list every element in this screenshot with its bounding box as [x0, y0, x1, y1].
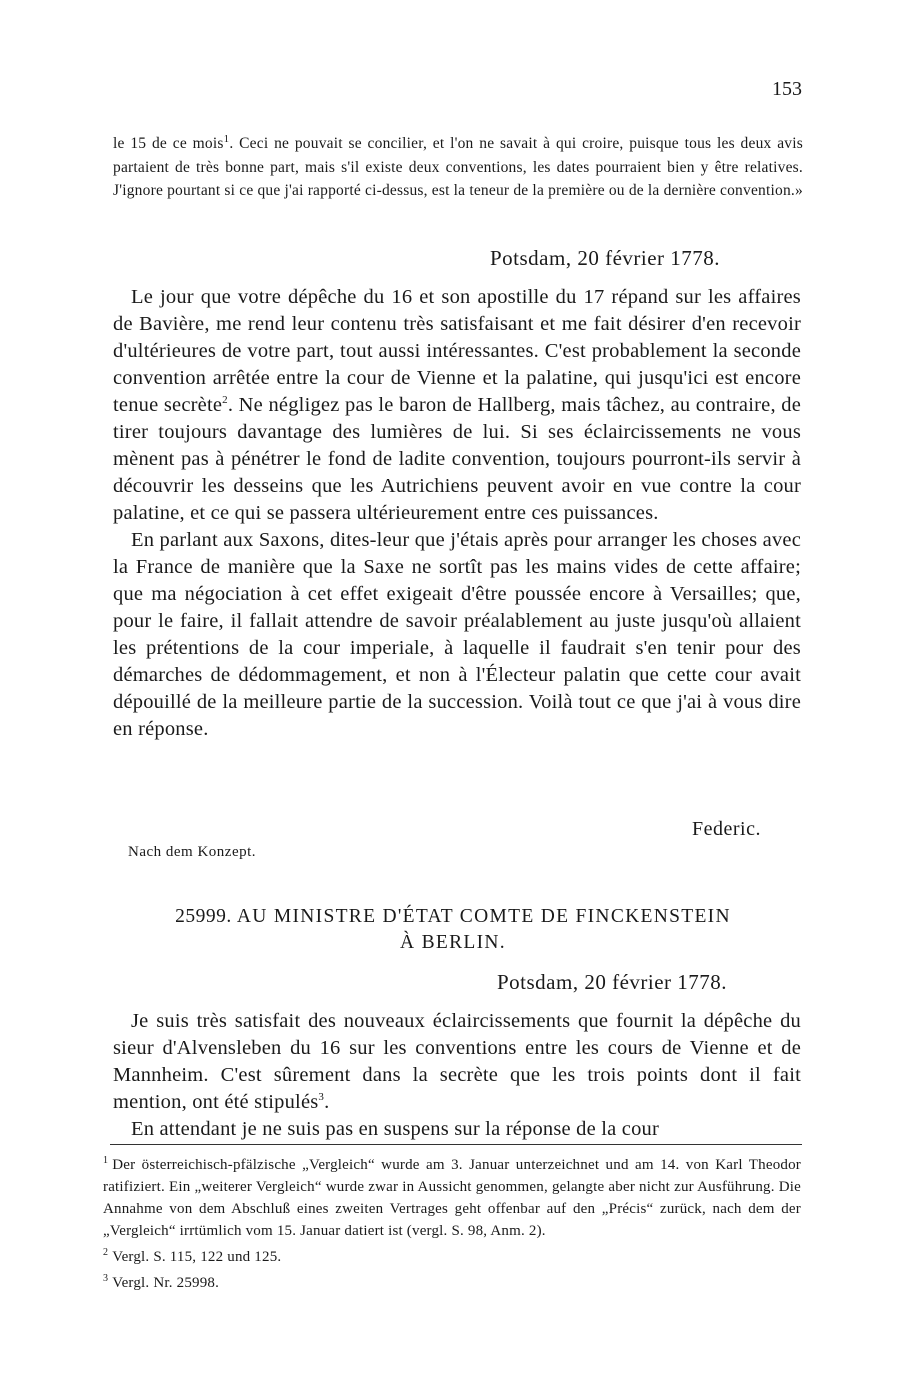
signature: Federic.	[692, 818, 761, 840]
letter1-body	[113, 284, 801, 743]
footnote-text: Vergl. Nr. 25998.	[112, 1275, 220, 1291]
letter2-body	[113, 1008, 801, 1143]
letter2-paragraph-1	[113, 1008, 801, 1116]
letter-number: 25999.	[175, 906, 232, 927]
letter1-date: Potsdam, 20 février 1778.	[490, 246, 721, 270]
intro-paragraph	[113, 132, 803, 203]
footnote-mark: 2	[103, 1247, 109, 1258]
footnote-divider	[110, 1144, 802, 1145]
letter1-p1-text-start: Le jour que votre dépêche du 16 et son apostille du 17 répand sur les affaires de Bavière, me rend leur contenu très satisfaisant et me fait désirer d'en recevoir d'ultérieures de votre part, tout aussi intéressantes. C'est probablement la seconde convention arrêtée entre la cour de Vienne et la palatine, qui jusqu'ici est encore tenue secrète	[113, 286, 801, 416]
intro-text-start: le 15 de ce mois	[113, 135, 224, 152]
footnote-2	[103, 1242, 801, 1268]
footnote-ref-1: 1	[223, 132, 230, 145]
letter2-heading-line2: À BERLIN.	[400, 932, 506, 953]
letter2-heading	[103, 904, 803, 956]
intro-text-end: . Ceci ne pouvait se concilier, et l'on ne savait à qui croire, puisque tous les deux avis partaient de très bonne part, mais s'il existe deux conventions, les dates pourraient bien y être relatives. J'ignore pourtant si ce que j'ai rapporté ci-dessus, est la teneur de la première ou de la dernière convention.»	[113, 135, 803, 199]
footnote-ref-2: 2	[222, 394, 228, 407]
footnote-text: Vergl. S. 115, 122 und 125.	[112, 1249, 282, 1265]
letter1-p1-text-end: . Ne négligez pas le baron de Hallberg, mais tâchez, au contraire, de tirer toujours davantage des lumières de lui. Si ses éclaircissements ne vous mènent pas à pénétrer le fond de ladite convention, toujours pourront-ils servir à découvrir les desseins que les Autrichiens peuvent avoir en vue contre la cour palatine, et ce qui se passera ultérieurement entre ces puissances.	[113, 394, 801, 524]
footnote-1	[103, 1150, 801, 1242]
letter2-p1-text-start: Je suis très satisfait des nouveaux éclaircissements que fournit la dépêche du sieur d'Alvensleben du 16 sur les conventions entre les cours de Vienne et de Mannheim. C'est sûrement dans la secrète que les trois points dont il fait mention, ont été stipulés	[113, 1010, 801, 1113]
letter1-paragraph-2: En parlant aux Saxons, dites-leur que j'étais après pour arranger les choses avec la France de manière que la Saxe ne sortît pas les mains vides de cette affaire; que ma négociation à cet effet exigeait d'être poussée encore à Versailles; que, pour le faire, il fallait attendre de savoir préalablement au juste jusqu'où allaient les prétentions de la cour imperiale, à laquelle il faudrait s'en tenir pour des démarches de dédommagement, et non à l'Électeur palatin que cette cour avait dépouillé de la meilleure partie de la succession. Voilà tout ce que j'ai à vous dire en réponse.	[113, 529, 801, 740]
footnote-mark: 3	[103, 1273, 109, 1284]
letter2-p1-text-end: .	[324, 1091, 330, 1113]
letter2-recipient: AU MINISTRE D'ÉTAT COMTE DE FINCKENSTEIN	[236, 906, 731, 927]
page-number: 153	[772, 78, 802, 100]
footnote-mark: 1	[103, 1155, 109, 1166]
letter2-paragraph-2: En attendant je ne suis pas en suspens sur la réponse de la cour	[131, 1118, 660, 1140]
footnotes	[103, 1150, 801, 1294]
footnote-text: Der österreichisch-pfälzische „Vergleich“ wurde am 3. Januar unterzeichnet und am 14. von Karl Theodor ratifiziert. Ein „weiterer Vergleich“ wurde zwar in Aussicht genommen, gelangte aber nicht zur Ausführung. Die Annahme von dem Abschluß eines zweiten Vertrages geht offenbar auf den „Précis“ zurück, nach dem der „Vergleich“ irrtümlich vom 15. Januar datiert ist (vergl. S. 98, Anm. 2).	[103, 1157, 801, 1239]
letter1-paragraph-1	[113, 284, 801, 527]
footnote-ref-3: 3	[318, 1091, 325, 1104]
source-note: Nach dem Konzept.	[128, 844, 257, 860]
letter2-date: Potsdam, 20 février 1778.	[497, 970, 728, 994]
letter2-heading-line1	[103, 904, 803, 930]
footnote-3	[103, 1268, 801, 1294]
